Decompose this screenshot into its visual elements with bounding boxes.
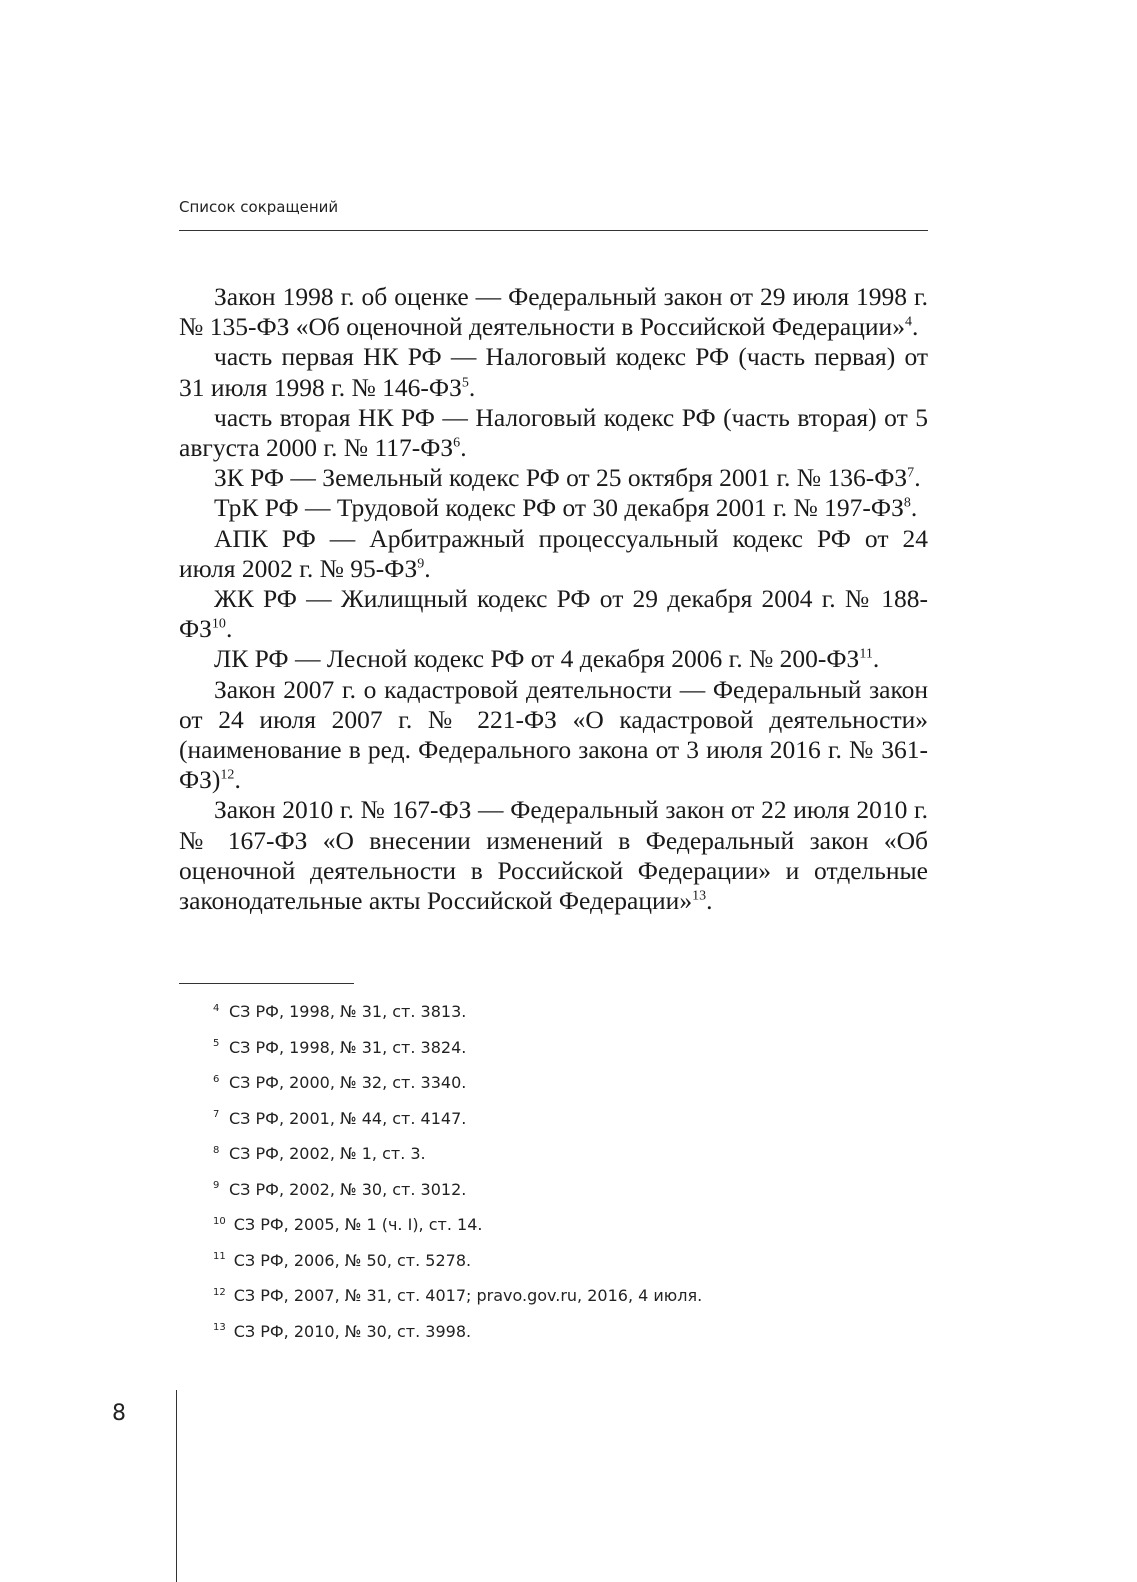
entry-text: часть вторая НК РФ — Налоговый кодекс РФ (часть вторая) от 5 августа 2000 г. № 117-ФЗ	[179, 402, 928, 463]
footnote-ref[interactable]: 6	[453, 435, 461, 451]
footnote-text: СЗ РФ, 2002, № 1, ст. 3.	[229, 1144, 426, 1163]
footnote-item: 9 СЗ РФ, 2002, № 30, ст. 3012.	[213, 1179, 467, 1199]
footnote-text: СЗ РФ, 1998, № 31, ст. 3813.	[229, 1002, 467, 1021]
entry-end: .	[460, 433, 467, 463]
footnote-ref[interactable]: 12	[220, 767, 235, 783]
entry-end: .	[911, 312, 919, 342]
footnote-item: 8 СЗ РФ, 2002, № 1, ст. 3.	[213, 1144, 426, 1163]
footnote-text: СЗ РФ, 2005, № 1 (ч. I), ст. 14.	[233, 1215, 483, 1234]
entry-lk	[179, 644, 928, 674]
entry-nk-part-two	[179, 403, 928, 463]
entry-law-1998-appraisal	[179, 282, 928, 342]
footnote-item: 7 СЗ РФ, 2001, № 44, ст. 4147.	[213, 1108, 467, 1128]
footnote-ref[interactable]: 7	[907, 465, 915, 481]
entry-text: ЗК РФ — Земельный кодекс РФ от 25 октября 2001 г. № 136-ФЗ	[214, 463, 908, 493]
footnote-text: СЗ РФ, 2001, № 44, ст. 4147.	[229, 1108, 467, 1128]
entry-text: Закон 2010 г. № 167-ФЗ — Федеральный закон от 22 июля 2010 г. № 167-ФЗ «О внесении изменений в Федеральный закон «Об оценочной деятельности в Российской Федерации» и отдельные законодательные акты Российской Федерации»	[179, 795, 928, 916]
page-number: 8	[112, 1401, 126, 1426]
footnote-item: 4 СЗ РФ, 1998, № 31, ст. 3813.	[213, 1002, 467, 1021]
abbreviations-list	[179, 282, 928, 916]
entry-end: .	[910, 493, 918, 523]
header-divider	[179, 230, 928, 231]
footnote-ref[interactable]: 5	[461, 375, 469, 391]
entry-end: .	[914, 463, 921, 493]
footnote-item: 12 СЗ РФ, 2007, № 31, ст. 4017; pravo.gov.ru, 2016, 4 июля.	[213, 1286, 703, 1305]
footnote-ref[interactable]: 8	[903, 495, 911, 511]
footnote-ref[interactable]: 13	[692, 888, 707, 904]
footnote-ref[interactable]: 11	[859, 646, 873, 662]
footnote-item: 11 СЗ РФ, 2006, № 50, ст. 5278.	[213, 1250, 472, 1270]
entry-text: Закон 2007 г. о кадастровой деятельности — Федеральный закон от 24 июля 2007 г. № 221-ФЗ «О кадастровой деятельности» (наименование в ред. Федерального закона от 3 июля 2016 г. № 361-ФЗ)	[179, 674, 928, 795]
page-margin-rule	[176, 1390, 177, 1582]
entry-text: АПК РФ — Арбитражный процессуальный кодекс РФ от 24 июля 2002 г. № 95-ФЗ	[179, 523, 928, 583]
entry-nk-part-one	[179, 342, 928, 402]
entry-trk	[179, 493, 928, 523]
footnote-text: СЗ РФ, 2006, № 50, ст. 5278.	[233, 1250, 472, 1270]
entry-law-2010-167fz	[179, 795, 928, 916]
entry-end: .	[225, 614, 233, 644]
footnote-text: СЗ РФ, 1998, № 31, ст. 3824.	[229, 1037, 467, 1057]
running-header: Список сокращений	[179, 198, 339, 216]
entry-text: часть первая НК РФ — Налоговый кодекс РФ (часть первая) от 31 июля 1998 г. № 146-ФЗ	[179, 342, 928, 402]
footnote-ref[interactable]: 10	[211, 616, 226, 632]
entry-text: ЛК РФ — Лесной кодекс РФ от 4 декабря 2006 г. № 200-ФЗ	[214, 644, 860, 674]
footnote-item: 6 СЗ РФ, 2000, № 32, ст. 3340.	[213, 1073, 467, 1092]
entry-end: .	[234, 765, 241, 795]
footnote-text: СЗ РФ, 2010, № 30, ст. 3998.	[233, 1321, 472, 1341]
entry-end: .	[706, 886, 713, 916]
footnote-text: СЗ РФ, 2007, № 31, ст. 4017; pravo.gov.ru, 2016, 4 июля.	[233, 1286, 703, 1305]
entry-zhk	[179, 584, 928, 644]
footnote-item: 5 СЗ РФ, 1998, № 31, ст. 3824.	[213, 1037, 467, 1057]
entry-end: .	[424, 553, 431, 583]
entry-text: Закон 1998 г. об оценке — Федеральный закон от 29 июля 1998 г. № 135-ФЗ «Об оценочной деятельности в Российской Федерации»	[179, 282, 928, 342]
entry-zk	[179, 463, 928, 493]
entry-law-2007-cadastral	[179, 675, 928, 796]
entry-end: .	[468, 372, 476, 402]
entry-text: ТрК РФ — Трудовой кодекс РФ от 30 декабря 2001 г. № 197-ФЗ	[214, 493, 904, 523]
footnote-item: 10 СЗ РФ, 2005, № 1 (ч. I), ст. 14.	[213, 1215, 483, 1234]
entry-text: ЖК РФ — Жилищный кодекс РФ от 29 декабря 2004 г. № 188-ФЗ	[179, 584, 928, 644]
footnote-ref[interactable]: 9	[417, 556, 425, 572]
footnote-text: СЗ РФ, 2000, № 32, ст. 3340.	[229, 1073, 467, 1092]
footnote-item: 13 СЗ РФ, 2010, № 30, ст. 3998.	[213, 1321, 472, 1341]
entry-end: .	[872, 644, 880, 674]
footnotes-list	[213, 997, 913, 1352]
entry-apk	[179, 524, 928, 584]
footnote-ref[interactable]: 4	[904, 314, 912, 330]
footnote-divider	[179, 983, 354, 984]
footnote-text: СЗ РФ, 2002, № 30, ст. 3012.	[229, 1179, 467, 1199]
